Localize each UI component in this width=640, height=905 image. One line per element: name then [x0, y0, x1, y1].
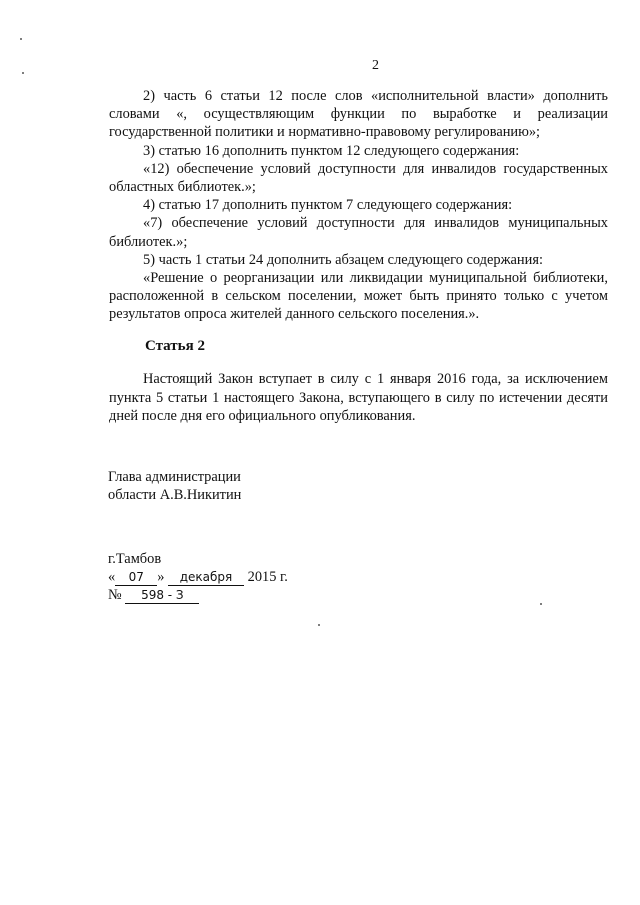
city: г.Тамбов	[108, 551, 162, 567]
scan-speck	[20, 38, 22, 40]
amendment-item: 2) часть 6 статьи 12 после слов «исполнительной власти» дополнить словами «, осуществляющим функции по выработке и реализации государственной политики и нормативно-правовому регулированию»;	[109, 88, 608, 141]
amendment-item: «Решение о реорганизации или ликвидации муниципальной библиотеки, расположенной в сельском поселении, может быть принято только с учетом результатов опроса жителей данного сельского поселения.».	[109, 270, 608, 323]
date-day: 07	[115, 570, 157, 586]
amendment-item: «12) обеспечение условий доступности для инвалидов государственных областных библиотек.»;	[109, 160, 608, 196]
signature-block	[108, 468, 241, 504]
scan-speck	[540, 603, 542, 605]
scan-speck	[318, 624, 320, 626]
signature-name: области А.В.Никитин	[108, 487, 242, 503]
document-footer	[108, 550, 288, 604]
amendment-item: 4) статью 17 дополнить пунктом 7 следующего содержания:	[143, 197, 513, 214]
date-year: 2015 г.	[247, 569, 288, 585]
document-number: 598 - З	[125, 588, 199, 604]
date-line	[108, 568, 288, 586]
article-heading: Статья 2	[145, 338, 205, 354]
signature-title: Глава администрации	[108, 469, 241, 485]
quote-close: »	[157, 569, 165, 585]
amendment-item: 3) статью 16 дополнить пунктом 12 следующего содержания:	[143, 142, 520, 159]
page-number: 2	[372, 58, 379, 73]
number-line	[108, 586, 288, 604]
amendments-list	[109, 87, 608, 324]
number-prefix: №	[108, 587, 122, 603]
amendment-item: 5) часть 1 статьи 24 дополнить абзацем следующего содержания:	[143, 251, 543, 268]
article-text: Настоящий Закон вступает в силу с 1 января 2016 года, за исключением пункта 5 статьи 1 настоящего Закона, вступающего в силу по истечении десяти дней после дня его официального опубликования.	[109, 371, 608, 424]
date-month: декабря	[168, 570, 244, 586]
scan-speck	[22, 72, 24, 74]
amendment-item: «7) обеспечение условий доступности для инвалидов муниципальных библиотек.»;	[109, 215, 608, 250]
quote-open: «	[108, 569, 116, 585]
